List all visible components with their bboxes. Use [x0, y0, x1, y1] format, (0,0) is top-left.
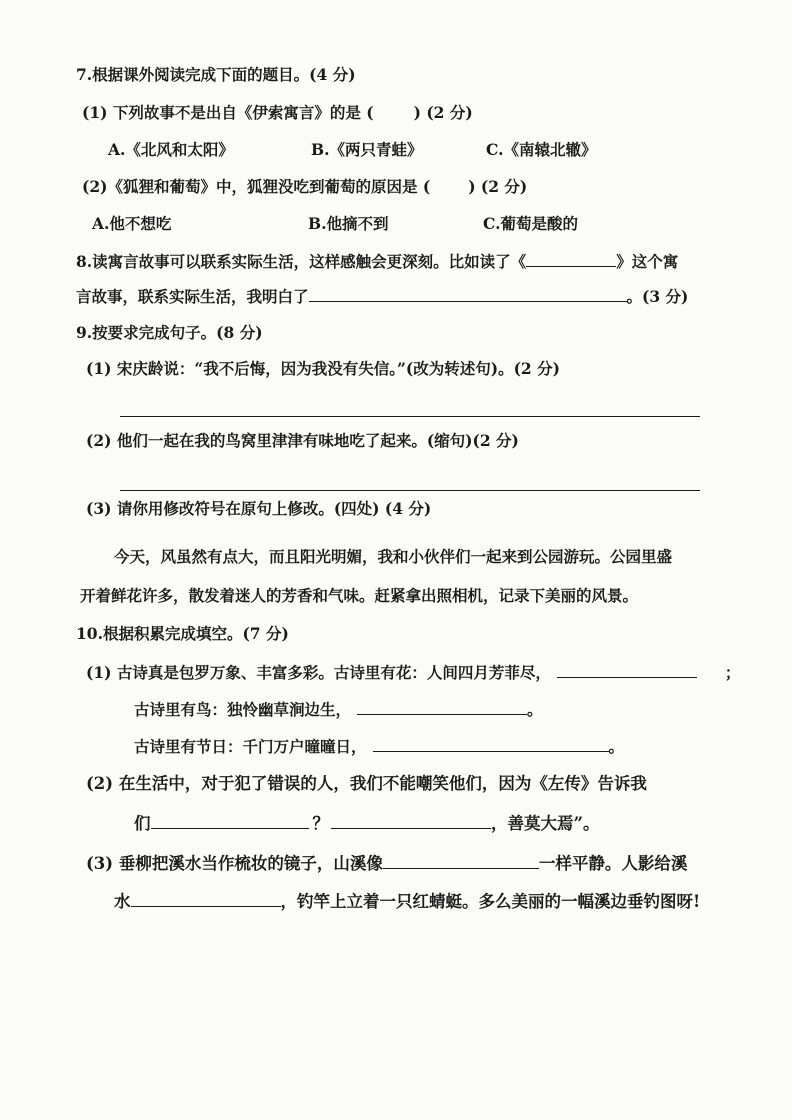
q10-sub3-line1-suffix: 一样平静。人影给溪 [538, 854, 688, 873]
q9-sub2-answer-line[interactable] [120, 490, 700, 491]
q10-sub1-line3 [134, 735, 624, 758]
q7-sub1-prefix: (1) 下列故事不是出自《伊索寓言》的是 ( [82, 103, 374, 122]
q10-sub3-line2-suffix: ，钓竿上立着一只红蜻蜓。多么美丽的一幅溪边垂钓图呀! [280, 892, 701, 911]
q10-sub2-line2-prefix: 们 [134, 814, 151, 833]
q8-line1 [76, 250, 678, 273]
q7-sub1 [82, 102, 473, 124]
q10-sub1-line2 [134, 698, 543, 721]
q8-line2 [76, 285, 688, 308]
q9-sub1: (1) 宋庆龄说：“我不后悔，因为我没有失信。”(改为转述句)。(2 分) [86, 359, 560, 378]
q8-line2-prefix: 言故事，联系实际生活，我明白了 [76, 287, 309, 306]
q10-sub1-line2-prefix: 古诗里有鸟：独怜幽草涧边生， [134, 700, 352, 719]
q9-sub3: (3) 请你用修改符号在原句上修改。(四处) (4 分) [86, 499, 432, 518]
q8-line1-prefix: 8.读寓言故事可以联系实际生活，这样感触会更深刻。比如读了《 [76, 252, 527, 271]
q7-sub2-suffix: ) (2 分) [468, 177, 528, 196]
q7-sub1-option-a[interactable]: A.《北风和太阳》 [108, 140, 234, 159]
q7-sub1-answer-blank[interactable] [374, 102, 414, 118]
q7-title: 7.根据课外阅读完成下面的题目。(4 分) [76, 65, 356, 84]
q10-stream-blank[interactable] [383, 852, 539, 869]
q10-zuozhuan-blank-1[interactable] [151, 812, 309, 829]
q10-festival-blank[interactable] [373, 735, 609, 752]
q10-flower-blank[interactable] [557, 661, 697, 678]
q7-sub2-option-b[interactable]: B.他摘不到 [308, 214, 389, 233]
q7-sub2-option-c[interactable]: C.葡萄是酸的 [483, 214, 578, 233]
q10-sub1-line1 [86, 661, 740, 684]
q7-sub1-suffix: ) (2 分) [413, 103, 473, 122]
q9-title: 9.按要求完成句子。(8 分) [76, 323, 263, 342]
q8-line1-suffix: 》这个寓 [616, 252, 679, 271]
q7-sub2-prefix: (2)《狐狸和葡萄》中，狐狸没吃到葡萄的原因是 ( [82, 177, 431, 196]
q10-sub1-line1-suffix: ； [724, 663, 741, 682]
q10-sub2-line2-mid: ？ [312, 814, 329, 833]
q10-shadow-blank[interactable] [131, 890, 281, 907]
q10-sub1-line3-prefix: 古诗里有节日：千门万户曈曈日， [134, 737, 367, 756]
q7-sub2 [82, 176, 527, 198]
q10-sub1-line2-suffix: 。 [527, 700, 543, 719]
q7-sub1-option-c[interactable]: C.《南辕北辙》 [486, 140, 597, 159]
q10-sub3-line2-prefix: 水 [114, 892, 131, 911]
q8-lesson-blank[interactable] [309, 285, 627, 302]
q10-sub1-line1-prefix: (1) 古诗真是包罗万象、丰富多彩。古诗里有花：人间四月芳菲尽， [86, 663, 551, 682]
q9-passage-line1: 今天，风虽然有点大，而且阳光明媚，我和小伙伴们一起来到公园游玩。公园里盛 [114, 547, 673, 566]
q10-sub3-line1-prefix: (3) 垂柳把溪水当作梳妆的镜子，山溪像 [86, 854, 383, 873]
q10-sub3-line2 [114, 890, 700, 913]
q9-sub1-answer-line[interactable] [120, 416, 700, 417]
q10-bird-blank[interactable] [357, 698, 527, 715]
q7-sub2-option-a[interactable]: A.他不想吃 [92, 214, 172, 233]
q10-sub1-line3-suffix: 。 [608, 737, 625, 756]
q8-line2-suffix: 。(3 分) [626, 287, 689, 306]
q10-sub2-line2 [134, 812, 600, 835]
q10-zuozhuan-blank-2[interactable] [331, 812, 491, 829]
q10-sub2-line2-suffix: ，善莫大焉”。 [491, 814, 600, 833]
q7-sub2-answer-blank[interactable] [430, 176, 468, 192]
q10-sub3-line1 [86, 852, 687, 875]
q10-title: 10.根据积累完成填空。(7 分) [76, 624, 289, 643]
q8-story-blank[interactable] [526, 250, 616, 267]
q10-sub2-line1: (2) 在生活中，对于犯了错误的人，我们不能嘲笑他们，因为《左传》告诉我 [86, 774, 647, 793]
q9-passage-line2: 开着鲜花许多，散发着迷人的芳香和气味。赶紧拿出照相机，记录下美丽的风景。 [80, 586, 639, 605]
q9-sub2: (2) 他们一起在我的鸟窝里津津有味地吃了起来。(缩句)(2 分) [86, 431, 519, 450]
q7-sub1-option-b[interactable]: B.《两只青蛙》 [311, 140, 423, 159]
